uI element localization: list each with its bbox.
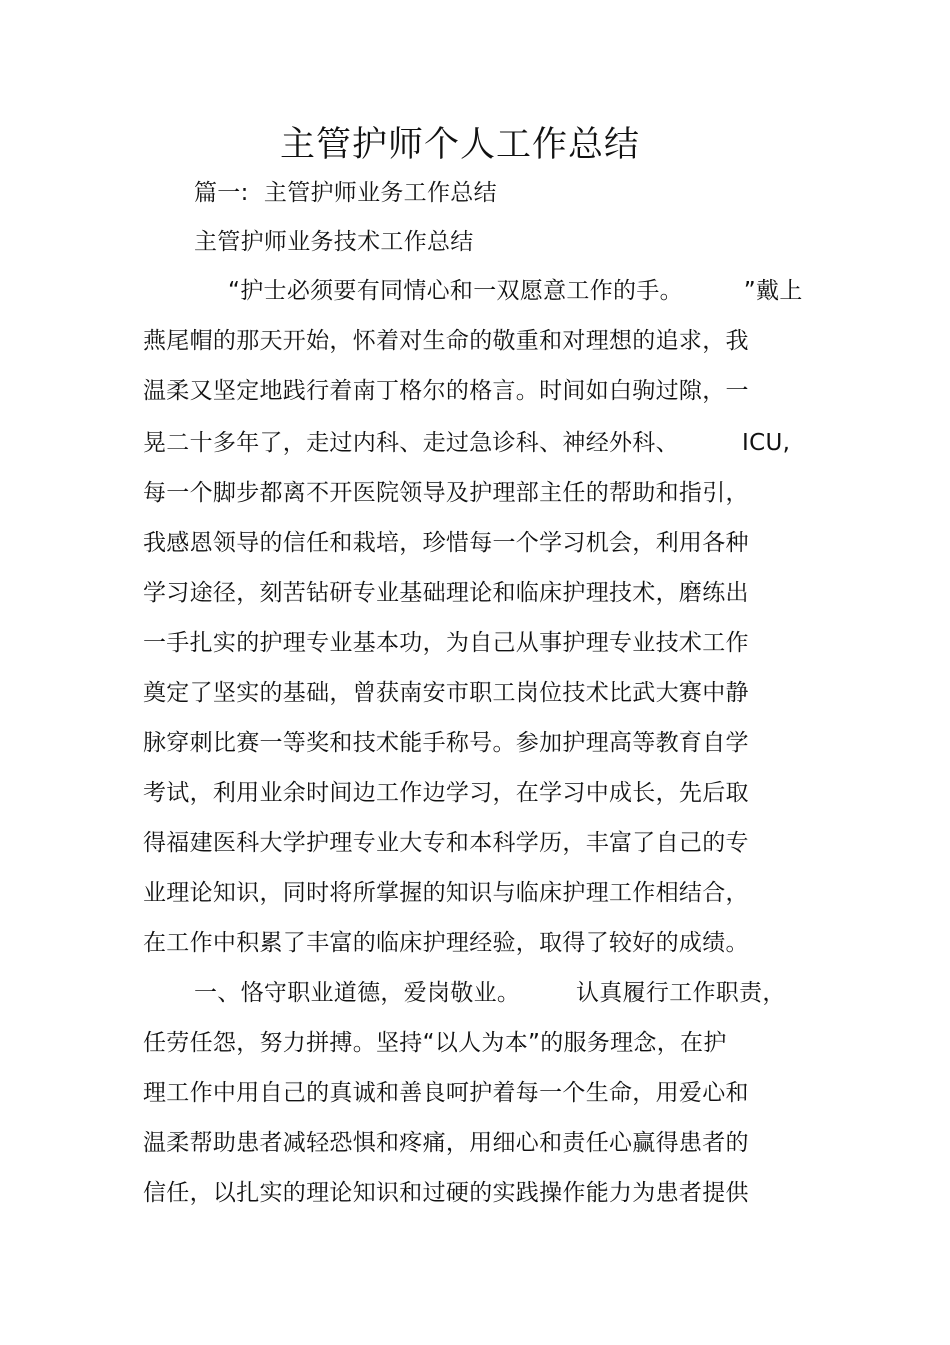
body-line: 在工作中积累了丰富的临床护理经验，取得了较好的成绩。 (143, 930, 749, 956)
body-line: 燕尾帽的那天开始，怀着对生命的敬重和对理想的追求，我 (143, 328, 749, 354)
body-line: 我感恩领导的信任和栽培，珍惜每一个学习机会，利用各种 (143, 530, 749, 556)
body-line: 奠定了坚实的基础，曾获南安市职工岗位技术比武大赛中静 (143, 680, 749, 706)
body-line: 一手扎实的护理专业基本功，为自己从事护理专业技术工作 (143, 630, 749, 656)
body-line: 任劳任怨，努力拼搏。坚持“以人为本”的服务理念，在护 (143, 1030, 727, 1056)
body-line: ICU, (742, 430, 791, 456)
body-line: 认真履行工作职责， (576, 980, 786, 1006)
body-line: 温柔帮助患者减轻恐惧和疼痛，用细心和责任心赢得患者的 (143, 1130, 749, 1156)
section-heading: 一、恪守职业道德，爱岗敬业。 (194, 980, 521, 1006)
body-line: 考试，利用业余时间边工作边学习，在学习中成长，先后取 (143, 780, 749, 806)
body-line: 业理论知识，同时将所掌握的知识与临床护理工作相结合， (143, 880, 749, 906)
body-line: “护士必须要有同情心和一双愿意工作的手。 ”戴上 (228, 278, 803, 304)
document-title: 主管护师个人工作总结 (279, 125, 640, 165)
body-line: 每一个脚步都离不开医院领导及护理部主任的帮助和指引， (143, 480, 749, 506)
body-line: 信任，以扎实的理论知识和过硬的实践操作能力为患者提供 (143, 1180, 749, 1206)
subheading: 篇一: 主管护师业务工作总结 (194, 180, 497, 206)
subtitle: 主管护师业务技术工作总结 (194, 229, 474, 255)
body-line: 得福建医科大学护理专业大专和本科学历，丰富了自己的专 (143, 830, 749, 856)
body-line: 晃二十多年了，走过内科、走过急诊科、神经外科、 (143, 430, 679, 456)
body-line: 学习途径，刻苦钻研专业基础理论和临床护理技术，磨练出 (143, 580, 749, 606)
body-line: 脉穿刺比赛一等奖和技术能手称号。参加护理高等教育自学 (143, 730, 749, 756)
body-line: 温柔又坚定地践行着南丁格尔的格言。时间如白驹过隙，一 (143, 378, 749, 404)
body-line: 理工作中用自己的真诚和善良呵护着每一个生命，用爱心和 (143, 1080, 749, 1106)
